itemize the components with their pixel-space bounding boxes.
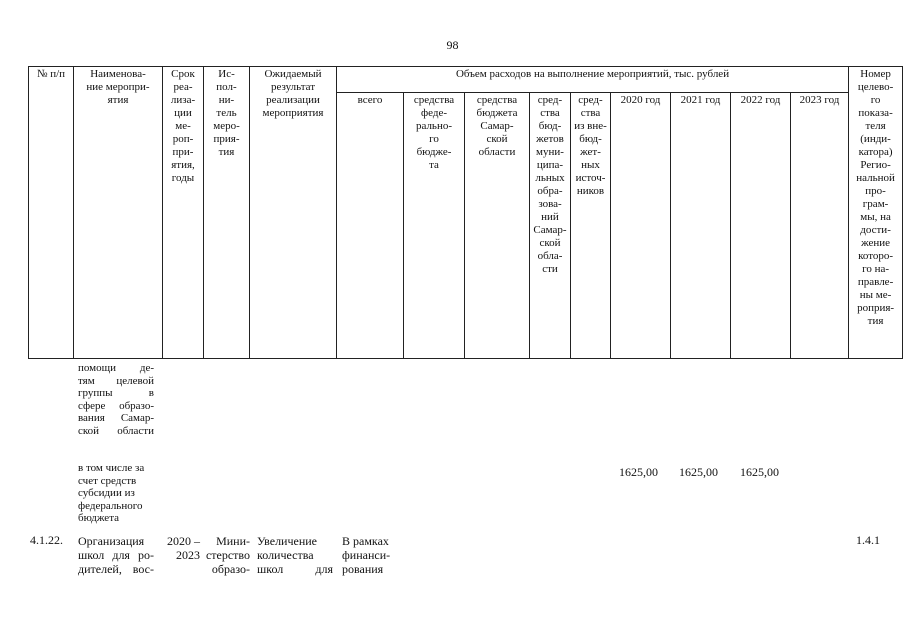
text-line: ны ме-	[859, 289, 892, 301]
text-line: та	[429, 159, 439, 171]
item-number: 4.1.22.	[30, 533, 63, 547]
text-line: ской области	[78, 424, 154, 437]
text-line: прия-	[213, 133, 240, 145]
text-line: роприя-	[857, 302, 895, 314]
text-line: показа-	[858, 107, 893, 119]
text-line: сфере образо-	[78, 399, 154, 412]
text-line: Увеличение	[257, 534, 318, 548]
continuation-text	[78, 362, 154, 437]
page-number: 98	[446, 38, 459, 52]
text-line: сред-	[578, 94, 603, 106]
text-line: бюдже-	[416, 146, 452, 158]
text-line: ний	[541, 211, 559, 223]
text-line: ципа-	[536, 159, 564, 171]
text-line: дителей, вос-	[78, 562, 154, 576]
col-result	[250, 67, 337, 359]
col-executor-text	[205, 68, 248, 159]
text-line: жет-	[580, 146, 601, 158]
sub-federal	[404, 93, 465, 359]
text-line: сред-	[537, 94, 563, 106]
item-period	[166, 534, 200, 562]
text-line: (инди-	[860, 133, 891, 145]
text-line: Наименова-	[90, 68, 146, 80]
text-line: ции	[174, 107, 192, 119]
subsidy-text	[78, 462, 168, 525]
text-line: тям целевой	[78, 374, 154, 387]
text-line: вания Самар-	[78, 412, 154, 424]
text-line: 2020 –	[167, 534, 200, 548]
subsidy-2021-value: 1625,00	[679, 465, 718, 479]
text-line: тия	[218, 146, 235, 158]
text-line: Самар-	[533, 224, 567, 236]
subsidy-2022-value: 1625,00	[740, 465, 779, 479]
text-line: го на-	[862, 263, 890, 275]
text-line: образо-	[211, 562, 250, 576]
text-line: ства	[580, 107, 601, 119]
sub-total: всего	[337, 93, 404, 359]
text-line: финанси-	[342, 548, 391, 562]
text-line: бюд-	[579, 133, 602, 145]
text-line: источ-	[575, 172, 606, 184]
col-number: № п/п	[29, 67, 74, 359]
text-line: школ для	[257, 562, 333, 576]
sub-2022: 2022 год	[731, 93, 791, 359]
text-line: группы в	[78, 387, 154, 399]
text-line: пол-	[216, 81, 237, 93]
text-line: стерство	[205, 548, 250, 562]
text-line: грам-	[862, 198, 889, 210]
item-executor	[202, 534, 250, 576]
sub-regional-text	[466, 94, 528, 159]
text-line: муни-	[536, 146, 564, 158]
text-line: реа-	[173, 81, 193, 93]
text-line: ской	[539, 237, 561, 249]
text-line: ской	[486, 133, 508, 145]
text-line: го	[429, 133, 439, 145]
sub-extra-text	[572, 94, 609, 198]
text-line: целево-	[857, 81, 894, 93]
col-indicator-text	[850, 68, 901, 328]
text-line: роп-	[172, 133, 194, 145]
col-indicator	[849, 67, 903, 359]
text-line: области	[478, 146, 516, 158]
col-name-text	[75, 68, 161, 107]
text-line: зова-	[538, 198, 562, 210]
text-line: ме-	[175, 120, 191, 132]
text-line: субсидии из	[78, 487, 135, 499]
text-line: помощи де-	[78, 362, 154, 374]
text-line: феде-	[420, 107, 447, 119]
text-line: ние меропри-	[86, 81, 150, 93]
text-line: при-	[172, 146, 194, 158]
text-line: ства	[540, 107, 560, 119]
text-line: ятия	[107, 94, 129, 106]
text-line: количества	[257, 548, 314, 562]
header-table	[28, 66, 903, 359]
text-line: реализации	[266, 94, 320, 106]
text-line: школ для ро-	[78, 548, 154, 562]
text-line: рования	[342, 562, 384, 576]
text-line: тия	[867, 315, 884, 327]
text-line: счет средств	[78, 474, 137, 487]
text-line: ни-	[218, 94, 235, 106]
col-executor	[204, 67, 250, 359]
col-name	[74, 67, 163, 359]
text-line: меро-	[213, 120, 240, 132]
text-line: ятия,	[171, 159, 195, 171]
text-line: про-	[865, 185, 886, 197]
text-line: которо-	[858, 250, 894, 262]
sub-municipal	[530, 93, 571, 359]
text-line: нальной	[856, 172, 895, 184]
text-line: ников	[576, 185, 605, 197]
text-line: льных	[535, 172, 565, 184]
text-line: Мини-	[216, 534, 250, 548]
item-total	[342, 534, 402, 576]
text-line: мероприятия	[262, 107, 324, 119]
sub-extra	[571, 93, 611, 359]
text-line: 2023	[176, 548, 200, 562]
text-line: дости-	[860, 224, 891, 236]
sub-regional	[465, 93, 530, 359]
text-line: Организация	[78, 534, 145, 548]
text-line: Регио-	[860, 159, 891, 171]
item-result	[257, 534, 333, 576]
sub-2023: 2023 год	[791, 93, 849, 359]
text-line: сти	[542, 263, 558, 275]
text-line: Номер	[860, 68, 891, 80]
item-indicator: 1.4.1	[856, 533, 880, 547]
col-result-text	[251, 68, 335, 120]
text-line: Ожидаемый	[264, 68, 322, 80]
text-line: Самар-	[480, 120, 514, 132]
subsidy-2020-value: 1625,00	[619, 465, 658, 479]
text-line: В рамках	[342, 534, 389, 548]
text-line: жетов	[536, 133, 564, 145]
text-line: обла-	[537, 250, 563, 262]
text-line: обра-	[537, 185, 563, 197]
col-period-text	[164, 68, 202, 185]
text-line: Срок	[171, 68, 195, 80]
text-line: средства	[476, 94, 518, 106]
sub-municipal-text	[531, 94, 569, 276]
text-line: тель	[216, 107, 237, 119]
text-line: ных	[581, 159, 600, 171]
sub-2021: 2021 год	[671, 93, 731, 359]
text-line: Ис-	[218, 68, 235, 80]
text-line: годы	[171, 172, 195, 184]
text-line: средства	[413, 94, 455, 106]
text-line: федерального	[78, 499, 143, 512]
sub-federal-text	[405, 94, 463, 172]
text-line: го	[870, 94, 881, 106]
text-line: из вне-	[574, 120, 607, 132]
text-line: катора)	[858, 146, 893, 158]
text-line: бюджета	[476, 107, 518, 119]
text-line: бюджета	[78, 512, 120, 524]
text-line: рально-	[415, 120, 453, 132]
text-line: результат	[270, 81, 316, 93]
text-line: правле-	[857, 276, 894, 288]
text-line: теля	[865, 120, 886, 132]
text-line: жение	[861, 237, 891, 249]
text-line: в том числе за	[78, 462, 145, 474]
text-line: мы, на	[860, 211, 891, 223]
item-name	[78, 534, 154, 576]
text-line: лиза-	[170, 94, 196, 106]
col-period	[163, 67, 204, 359]
col-expenses: Объем расходов на выполнение мероприятий, тыс. рублей	[337, 67, 849, 93]
sub-2020: 2020 год	[611, 93, 671, 359]
text-line: бюд-	[538, 120, 562, 132]
